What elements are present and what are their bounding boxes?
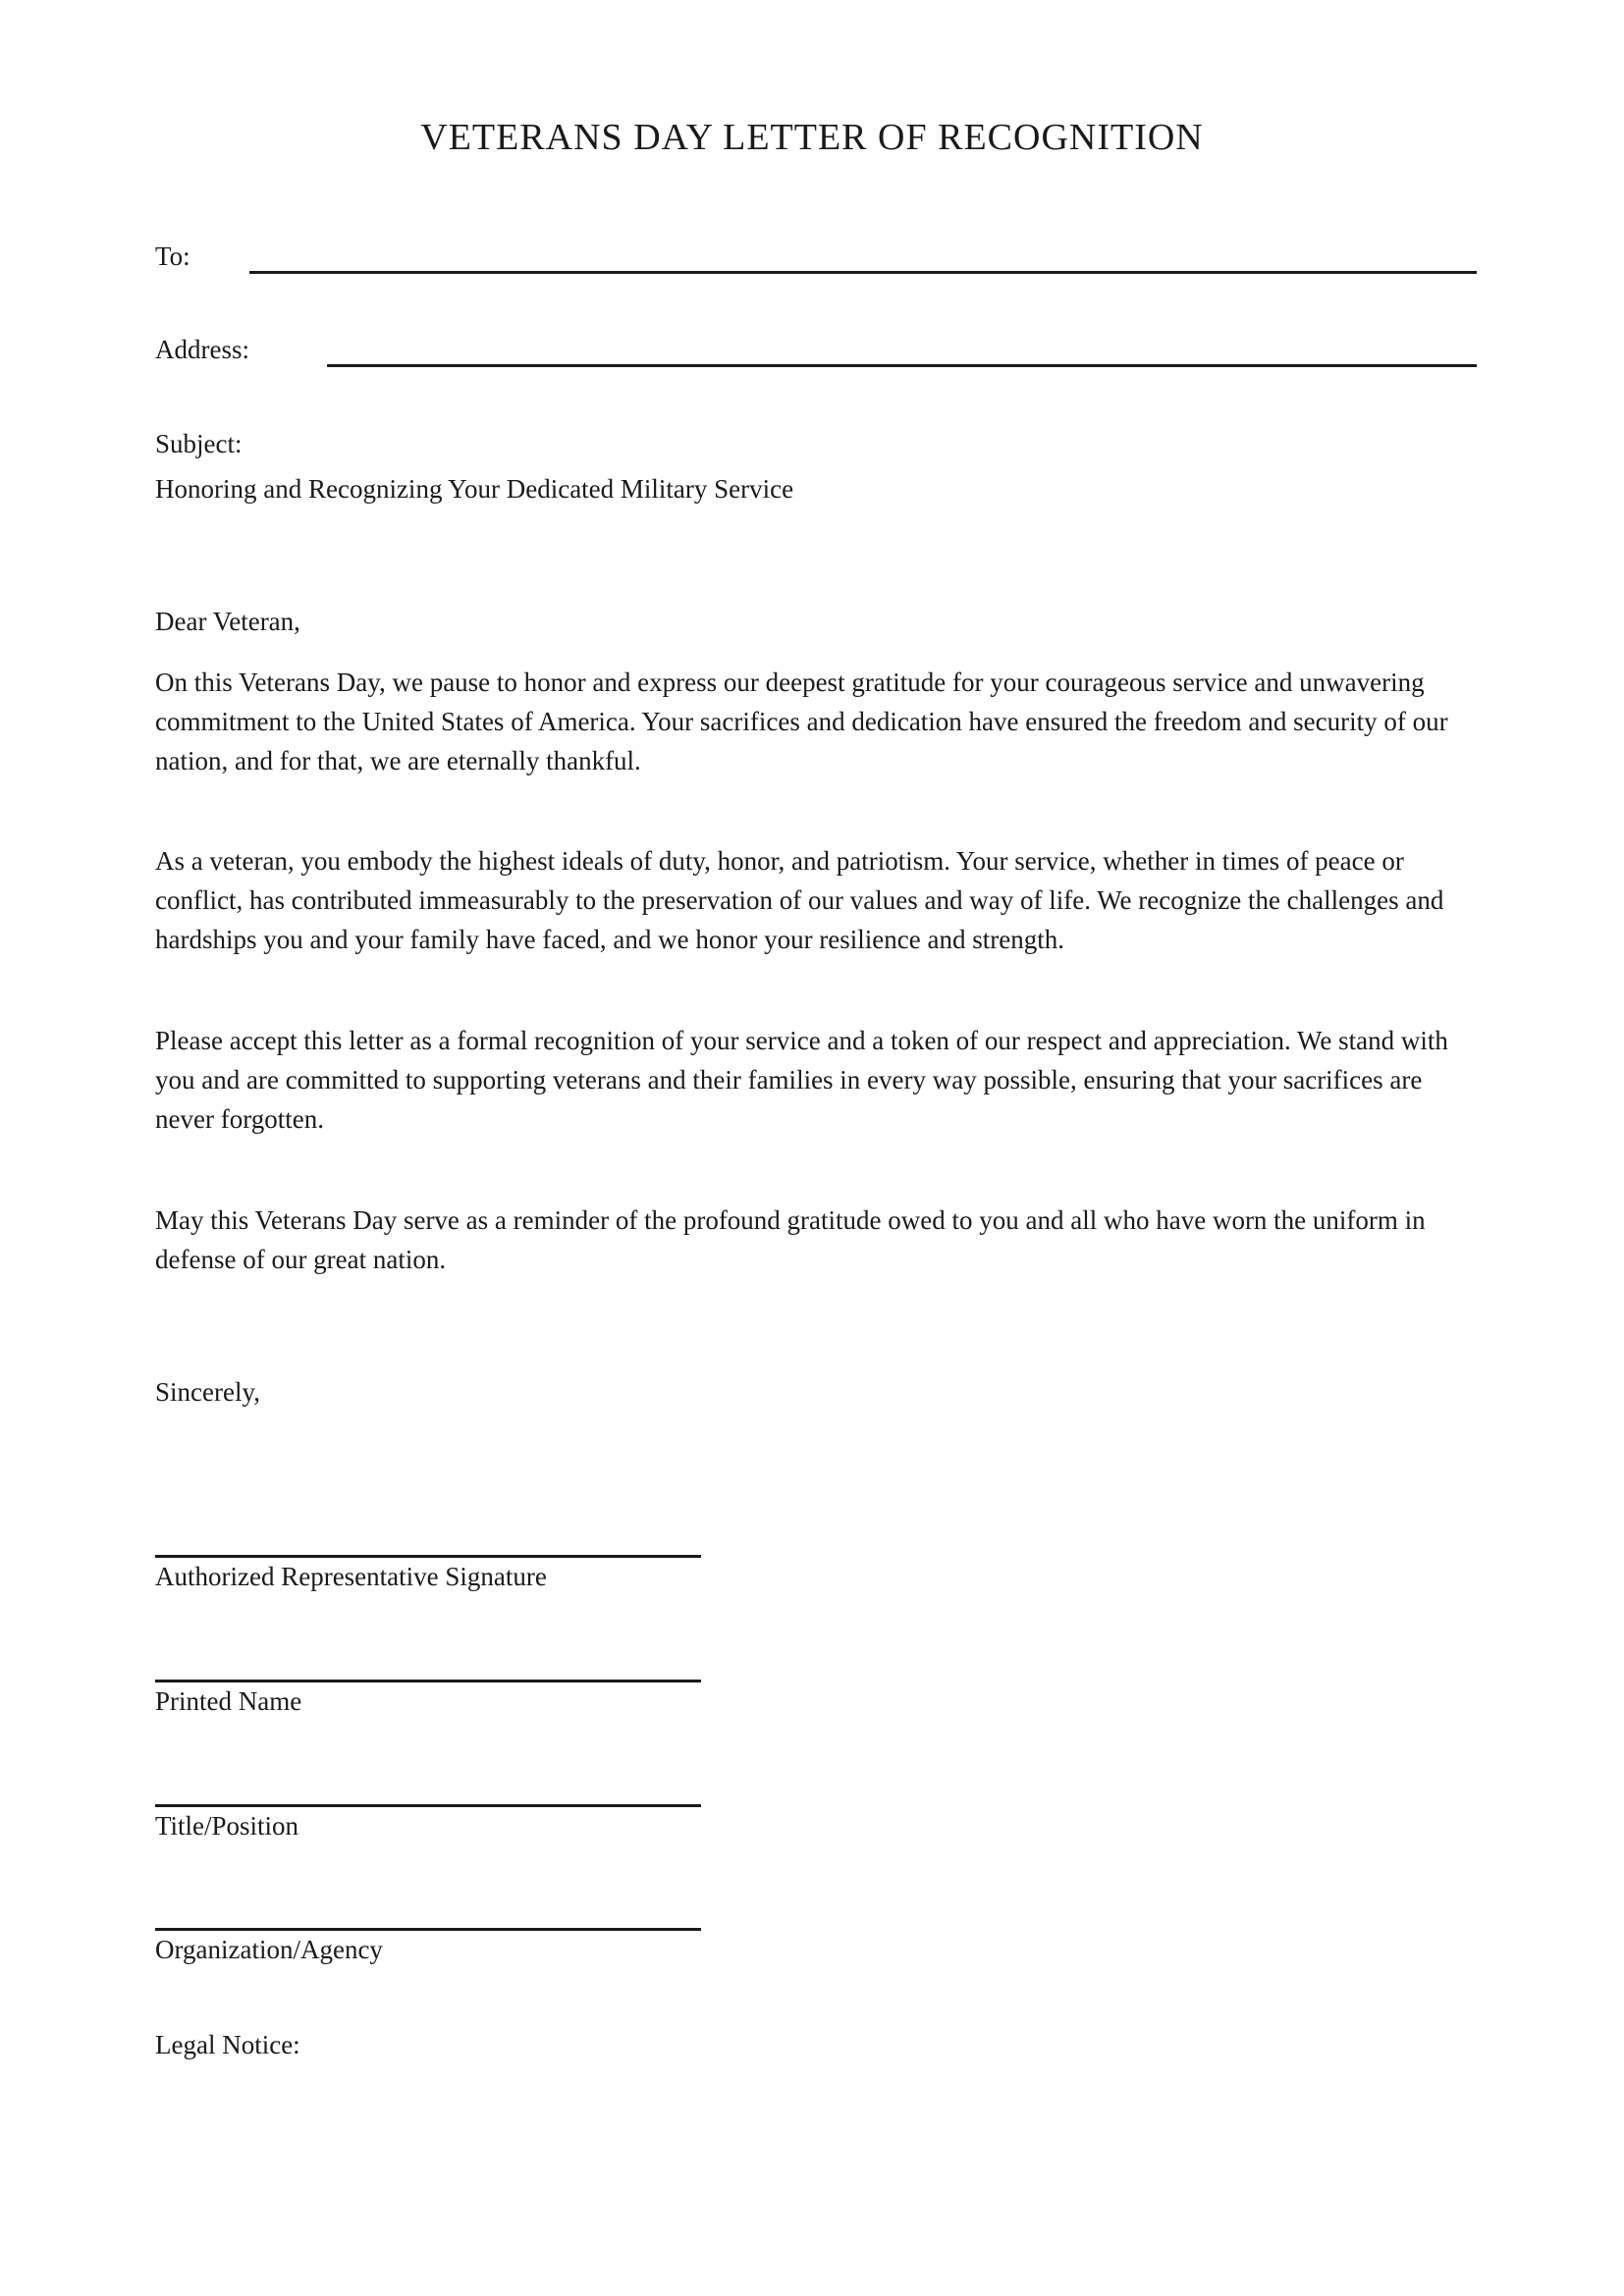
title-position-label: Title/Position [155, 1811, 299, 1841]
body-paragraph-4: May this Veterans Day serve as a reminder of the profound gratitude owed to you and all who have worn the uniform in defense of our great nation. [155, 1205, 1426, 1274]
salutation: Dear Veteran, [155, 607, 300, 636]
closing: Sincerely, [155, 1377, 260, 1407]
organization-label: Organization/Agency [155, 1935, 383, 1964]
address-label: Address: [155, 335, 249, 364]
address-field-row [155, 333, 1477, 372]
body-paragraph-1: On this Veterans Day, we pause to honor and express our deepest gratitude for your courageous service and unwavering commitment to the United States of America. Your sacrifices and dedication have ensured the freedom and security of our nation, and for that, we are eternally thankful. [155, 667, 1448, 775]
legal-notice-label: Legal Notice: [155, 2030, 300, 2059]
to-field-row [155, 240, 1477, 279]
printed-name-line[interactable] [155, 1680, 701, 1682]
body-paragraph-3: Please accept this letter as a formal recognition of your service and a token of our respect and appreciation. We stand with you and are committed to supporting veterans and their families in every way possible, ensuring that your sacrifices are never forgotten. [155, 1026, 1448, 1134]
address-field[interactable] [327, 364, 1477, 367]
to-label: To: [155, 241, 190, 271]
to-field[interactable] [249, 271, 1477, 274]
signature-line[interactable] [155, 1555, 701, 1558]
organization-line[interactable] [155, 1928, 701, 1931]
title-position-line[interactable] [155, 1804, 701, 1807]
subject-text: Honoring and Recognizing Your Dedicated Military Service [155, 474, 794, 504]
document-title: VETERANS DAY LETTER OF RECOGNITION [420, 117, 1204, 158]
subject-label: Subject: [155, 429, 243, 458]
printed-name-label: Printed Name [155, 1686, 302, 1716]
body-paragraph-2: As a veteran, you embody the highest ideals of duty, honor, and patriotism. Your service, whether in times of peace or conflict, has contributed immeasurably to the preservation of our values and way of life. We recognize the challenges and hardships you and your family have faced, and we honor your resilience and strength. [155, 846, 1444, 954]
signature-label: Authorized Representative Signature [155, 1562, 547, 1591]
